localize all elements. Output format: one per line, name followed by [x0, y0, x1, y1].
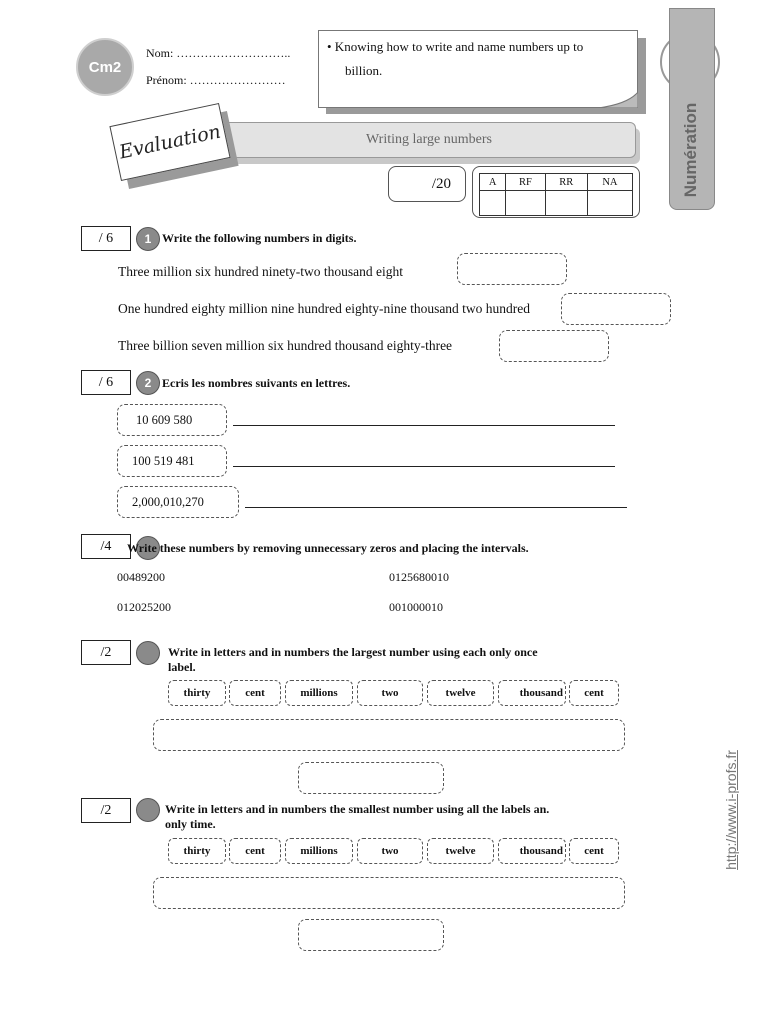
grade-cell[interactable]: [480, 191, 506, 216]
ex4-score-box: [81, 640, 131, 665]
ex4-answer-letters[interactable]: [153, 719, 625, 751]
evaluation-stamp-text: Evaluation: [117, 120, 223, 164]
ex4-instruction-line-2: label.: [168, 660, 196, 674]
ex2-instruction: Ecris les nombres suivants en lettres.: [162, 376, 351, 390]
ex1-item-2: One hundred eighty million nine hundred eighty-nine thousand two hundred: [118, 301, 531, 316]
ex4-number-badge: [136, 641, 160, 665]
grade-cell[interactable]: [545, 191, 587, 216]
title-bar: [222, 122, 636, 158]
ex4-instruction-line-1: Write in letters and in numbers the largest number using each only once: [168, 645, 538, 659]
objective-text: • Knowing how to write and name numbers up to: [327, 39, 584, 54]
ex2-number-badge: 2: [136, 371, 160, 395]
ex3-score: /4: [100, 538, 112, 554]
ex5-label-cent-2[interactable]: cent: [569, 838, 619, 864]
ex5-score: /2: [100, 802, 112, 818]
grade-cell-row: [480, 191, 633, 216]
ex1-instruction: Write the following numbers in digits.: [162, 231, 357, 245]
grade-table: [479, 173, 633, 216]
ex3-item-2: 0125680010: [389, 570, 449, 584]
ex5-instruction-line-2: only time.: [165, 817, 216, 831]
grade-cell[interactable]: [506, 191, 545, 216]
ex1-answer-2[interactable]: [561, 293, 671, 325]
ex4-label-cent[interactable]: cent: [229, 680, 281, 706]
ex1-item-1: Three million six hundred ninety-two thousand eight: [118, 264, 403, 279]
ex1-score-box: [81, 226, 131, 251]
page-title: Writing large numbers: [366, 132, 492, 147]
objective-card: [318, 30, 638, 108]
ex5-number-badge: [136, 798, 160, 822]
ex4-label-thirty[interactable]: thirty: [168, 680, 226, 706]
ex5-score-box: [81, 798, 131, 823]
ex5-label-millions[interactable]: millions: [285, 838, 353, 864]
ex2-number-3-text: 2,000,010,270: [132, 494, 204, 509]
ex1-score: / 6: [98, 230, 114, 246]
ex4-label-millions[interactable]: millions: [285, 680, 353, 706]
nom-field[interactable]: Nom: ………………………..: [146, 46, 291, 60]
grade-header-row: [480, 174, 633, 191]
ex5-label-cent[interactable]: cent: [229, 838, 281, 864]
ex3-item-1: 00489200: [117, 570, 165, 584]
total-score-box: [388, 166, 466, 202]
ex2-score-box: [81, 370, 131, 395]
site-link[interactable]: http://www.i-profs.fr: [723, 750, 739, 870]
ex2-score: / 6: [98, 374, 114, 390]
ex2-answer-line-2[interactable]: [233, 466, 615, 467]
ex4-label-twelve[interactable]: twelve: [427, 680, 494, 706]
grade-cell[interactable]: [587, 191, 632, 216]
ex4-label-two[interactable]: two: [357, 680, 423, 706]
ex2-number-1-text: 10 609 580: [136, 412, 193, 427]
ex1-answer-1[interactable]: [457, 253, 567, 285]
ex5-label-two[interactable]: two: [357, 838, 423, 864]
ex5-label-twelve[interactable]: twelve: [427, 838, 494, 864]
ex2-number-3: [117, 486, 239, 518]
side-tab-label: Numération: [681, 102, 700, 198]
ex4-label-thousand[interactable]: thousand: [498, 680, 566, 706]
ex5-instruction-line-1: Write in letters and in numbers the smallest number using all the labels an.: [165, 802, 550, 816]
objective-text-cont: billion.: [345, 63, 383, 78]
ex1-answer-3[interactable]: [499, 330, 609, 362]
ex1-number-badge: 1: [136, 227, 160, 251]
ex4-answer-digits[interactable]: [298, 762, 444, 794]
total-score: /20: [431, 175, 451, 192]
ex3-instruction: Write these numbers by removing unnecessary zeros and placing the intervals.: [127, 541, 529, 555]
ex2-number-2: [117, 445, 227, 477]
ex5-answer-digits[interactable]: [298, 919, 444, 951]
grade-header: A: [480, 174, 506, 191]
ex4-label-cent-2[interactable]: cent: [569, 680, 619, 706]
ex5-label-thousand[interactable]: thousand: [498, 838, 566, 864]
level-badge: Cm2: [76, 38, 134, 96]
grade-header: NA: [587, 174, 632, 191]
ex2-answer-line-1[interactable]: [233, 425, 615, 426]
ex2-number-2-text: 100 519 481: [132, 453, 195, 468]
grade-header: RR: [545, 174, 587, 191]
page-curl-icon: [598, 92, 638, 108]
ex3-score-box: [81, 534, 131, 559]
grade-header: RF: [506, 174, 545, 191]
ex1-item-3: Three billion seven million six hundred thousand eighty-three: [118, 338, 453, 353]
ex5-label-thirty[interactable]: thirty: [168, 838, 226, 864]
ex3-item-4: 001000010: [389, 600, 443, 614]
ex2-answer-line-3[interactable]: [245, 507, 627, 508]
ex2-number-1: [117, 404, 227, 436]
ex3-item-3: 012025200: [117, 600, 171, 614]
ex5-answer-letters[interactable]: [153, 877, 625, 909]
prenom-field[interactable]: Prénom: ……………………: [146, 73, 286, 87]
ex4-score: /2: [100, 644, 112, 660]
